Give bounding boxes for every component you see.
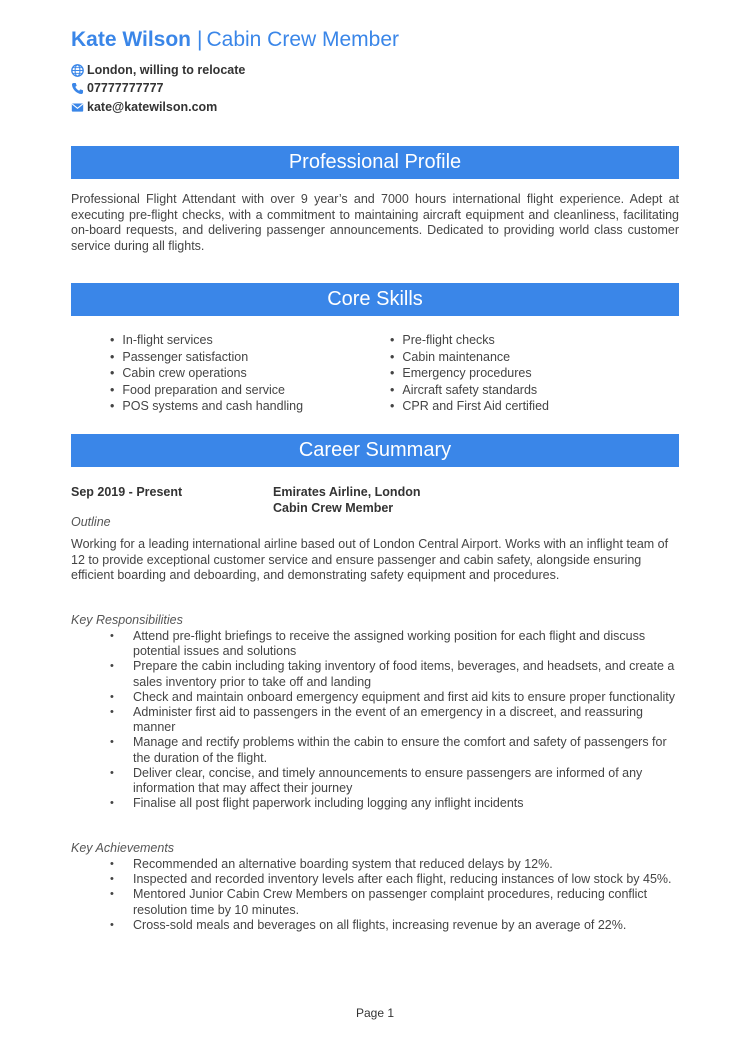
achievements-label: Key Achievements bbox=[71, 841, 175, 855]
job-position: Cabin Crew Member bbox=[273, 500, 394, 515]
list-item: • Attend pre-flight briefings to receive the assigned working position for each flight and discuss potential issues and solutions bbox=[110, 629, 682, 659]
profile-text: Professional Flight Attendant with over 9 year’s and 7000 hours international flight experience. Adept at executing pre-flight checks, with a commitment to maintaining aircraft equipment and cleanliness, facilitating on-board requests, and delivering passenger announcements. Dedicated to providing world class customer service during all flights. bbox=[71, 192, 679, 253]
list-item: • Pre-flight checks bbox=[390, 332, 670, 349]
section-professional-profile: Professional Profile bbox=[71, 146, 679, 179]
list-item: • Administer first aid to passengers in the event of an emergency in a discreet, and reassuring manner bbox=[110, 705, 682, 735]
contact-phone bbox=[71, 80, 163, 96]
list-item: • Cabin maintenance bbox=[390, 349, 670, 366]
email-text: kate@katewilson.com bbox=[87, 100, 218, 114]
list-item: • Inspected and recorded inventory levels after each flight, reducing instances of low stock by 45%. bbox=[110, 872, 682, 887]
list-item: • Cross-sold meals and beverages on all flights, increasing revenue by an average of 22%. bbox=[110, 918, 682, 933]
list-item: • Cabin crew operations bbox=[110, 365, 390, 382]
phone-text: 07777777777 bbox=[87, 81, 164, 95]
list-item: • Check and maintain onboard emergency equipment and first aid kits to ensure proper functionality bbox=[110, 690, 682, 705]
section-career-summary: Career Summary bbox=[71, 434, 679, 467]
skills-column-right bbox=[390, 332, 670, 415]
outline-label: Outline bbox=[71, 515, 111, 529]
list-item: • Aircraft safety standards bbox=[390, 382, 670, 399]
list-item: • Emergency procedures bbox=[390, 365, 670, 382]
envelope-icon bbox=[71, 101, 84, 114]
list-item: • Mentored Junior Cabin Crew Members on passenger complaint procedures, reducing conflict resolution time by 10 minutes. bbox=[110, 887, 682, 917]
candidate-role: Cabin Crew Member bbox=[206, 28, 400, 51]
globe-icon bbox=[71, 64, 84, 77]
job-date: Sep 2019 - Present bbox=[71, 485, 183, 499]
list-item: • Food preparation and service bbox=[110, 382, 390, 399]
outline-text: Working for a leading international airline based out of London Central Airport. Works with an inflight team of 12 to provide exceptional customer service and ensure passenger and cabin safety, alongside ensuring efficient boarding and deboarding, and demonstrating safety equipment and procedures. bbox=[71, 537, 669, 583]
skills-column-left bbox=[110, 332, 390, 415]
list-item: • POS systems and cash handling bbox=[110, 398, 390, 415]
job-employer: Emirates Airline, London bbox=[273, 485, 421, 499]
list-item: • Recommended an alternative boarding system that reduced delays by 12%. bbox=[110, 857, 682, 872]
section-core-skills: Core Skills bbox=[71, 283, 679, 316]
location-text: London, willing to relocate bbox=[87, 63, 246, 77]
list-item: • Passenger satisfaction bbox=[110, 349, 390, 366]
list-item: • Deliver clear, concise, and timely announcements to ensure passengers are informed of any information that may affect their journey bbox=[110, 766, 682, 796]
resume-header bbox=[71, 27, 399, 53]
header-separator: | bbox=[197, 28, 203, 51]
responsibilities-list bbox=[110, 629, 682, 811]
contact-email bbox=[71, 99, 217, 115]
contact-location bbox=[71, 62, 245, 78]
job-employer-block bbox=[273, 485, 420, 516]
candidate-name: Kate Wilson bbox=[71, 28, 191, 51]
list-item: • In-flight services bbox=[110, 332, 390, 349]
phone-icon bbox=[71, 82, 84, 95]
page-number: Page 1 bbox=[355, 1006, 395, 1020]
list-item: • Prepare the cabin including taking inventory of food items, beverages, and headsets, and create a sales inventory prior to take off and landing bbox=[110, 659, 682, 689]
list-item: • Manage and rectify problems within the cabin to ensure the comfort and safety of passengers for the duration of the flight. bbox=[110, 735, 682, 765]
list-item: • Finalise all post flight paperwork including logging any inflight incidents bbox=[110, 796, 682, 811]
list-item: • CPR and First Aid certified bbox=[390, 398, 670, 415]
skills-list bbox=[110, 332, 670, 415]
responsibilities-label: Key Responsibilities bbox=[71, 613, 183, 627]
achievements-list bbox=[110, 857, 682, 933]
